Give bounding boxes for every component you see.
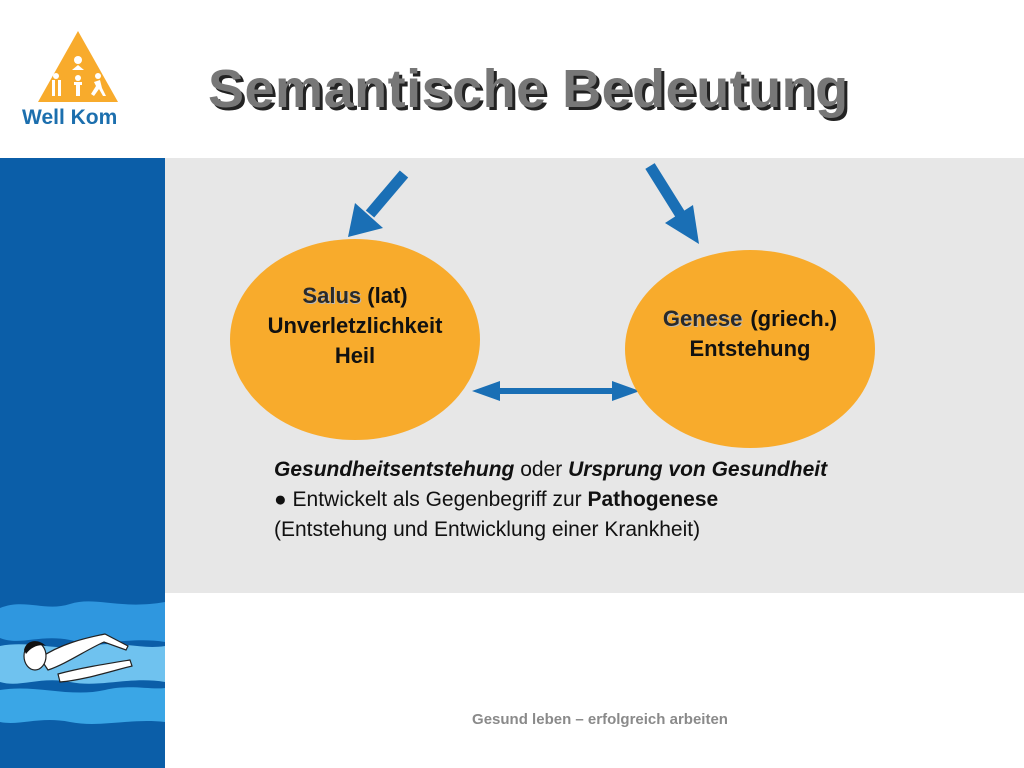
salus-meaning-1: Unverletzlichkeit <box>267 313 443 338</box>
slide-title: Semantische Bedeutung <box>208 59 849 119</box>
description-text <box>274 455 834 545</box>
genese-word: Genese <box>662 306 743 331</box>
arrow-down-right-icon <box>650 166 699 244</box>
arrow-down-left-icon <box>348 174 404 237</box>
double-arrow-icon <box>472 381 640 401</box>
salus-qualifier: (lat) <box>367 283 408 308</box>
salus-word: Salus <box>302 283 362 308</box>
connector-oder: oder <box>520 458 563 481</box>
term-gesundheitsentstehung: Gesundheitsentstehung <box>274 458 515 481</box>
bullet-icon: ● <box>274 488 287 511</box>
explanation-text: (Entstehung und Entwicklung einer Krankheit) <box>274 518 701 541</box>
genese-meaning: Entstehung <box>689 336 811 361</box>
term-ursprung: Ursprung von Gesundheit <box>568 458 828 481</box>
salus-meaning-2: Heil <box>334 343 376 368</box>
logo-text: Well Kom <box>22 106 118 129</box>
genese-text <box>625 304 875 364</box>
salus-text <box>230 281 480 371</box>
genese-qualifier: (griech.) <box>750 306 838 331</box>
bullet-text: Entwickelt als Gegenbegriff zur <box>292 488 582 511</box>
footer-slogan: Gesund leben – erfolgreich arbeiten <box>472 711 728 728</box>
keyword-pathogenese: Pathogenese <box>587 488 719 511</box>
